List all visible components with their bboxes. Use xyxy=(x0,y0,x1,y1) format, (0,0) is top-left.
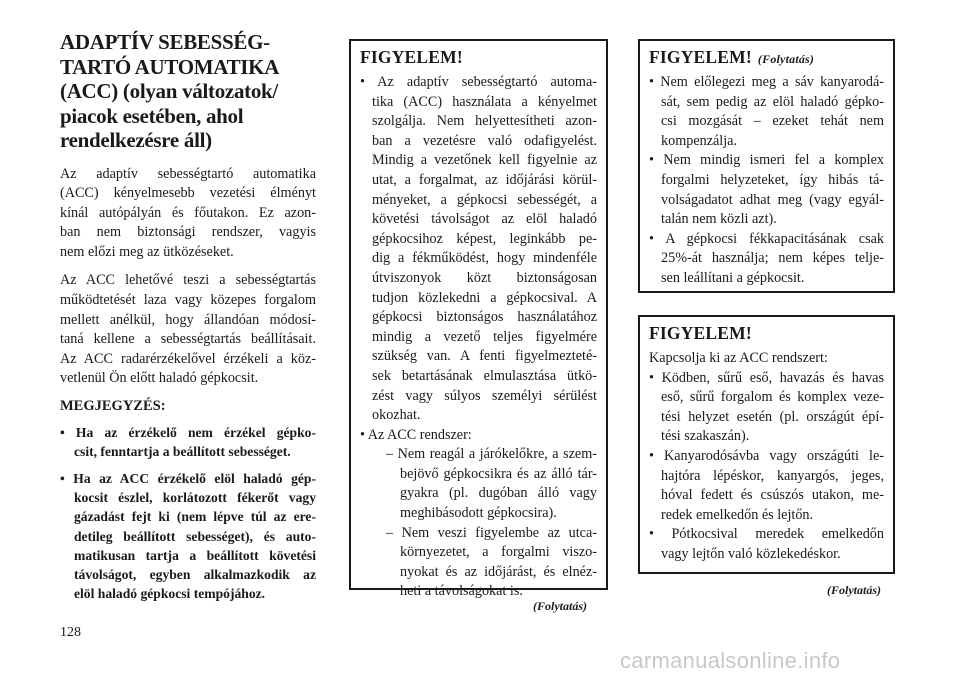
text-line: (ACC) kényelmesebb vezetési élményt xyxy=(60,185,316,202)
watermark: carmanualsonline.info xyxy=(620,648,841,673)
note-heading: MEGJEGYZÉS: xyxy=(60,398,166,415)
text-line: 25%-át használja; nem képes telje- xyxy=(661,250,884,267)
page-number: 128 xyxy=(60,625,81,640)
text-line: heti a távolságokat is. xyxy=(400,583,523,600)
text-line: gázadást fejt ki (nem lépve túl az ere- xyxy=(74,509,316,525)
text-line: nyokat és az időjárást, és elnéz- xyxy=(400,563,597,580)
warning-box-1 xyxy=(349,39,608,600)
text-line: ban nem biztonsági rendszer, vagyis xyxy=(60,224,316,241)
text-line: matikusan tartja a beállított követési xyxy=(74,547,316,563)
text-line: tési helyzet esetén (pl. országút épí- xyxy=(661,408,884,425)
intro-paragraph xyxy=(60,165,316,263)
title-line: piacok esetében, ahol xyxy=(60,103,244,128)
continued-label: (Folytatás) xyxy=(827,583,881,597)
text-line: hajtóra lépéskor, kanyargós, jeges, xyxy=(661,467,884,484)
text-line: meghibásodott gépkocsira). xyxy=(400,505,557,522)
text-line: kocsit észlel, korlátozott fékerőt vagy xyxy=(74,489,316,505)
text-line: útviszonyok közt biztonságosan xyxy=(372,269,597,286)
text-line: • Nem előlegezi meg a sáv kanyarodá- xyxy=(649,74,884,90)
text-line: mellett anélkül, hogy állandóan módosí- xyxy=(60,311,316,328)
title-line: TARTÓ AUTOMATIKA xyxy=(60,54,280,79)
text-line: eső, sűrű forgalom és komplex veze- xyxy=(661,389,884,406)
warning-text xyxy=(360,73,597,602)
warning-text xyxy=(649,349,884,565)
text-line: Az adaptív sebességtartó automatika xyxy=(60,165,316,182)
warning-heading-text: FIGYELEM! xyxy=(649,323,752,343)
text-line: szükség van. A fenti figyelmezteté- xyxy=(372,348,597,365)
note-item xyxy=(60,423,316,462)
warning-intro: Kapcsolja ki az ACC rendszert: xyxy=(649,350,828,366)
text-line: gépkocsi biztonságos használatához xyxy=(372,309,597,326)
text-line: detileg beállított sebességet), és auto- xyxy=(74,528,316,544)
text-line: redek emelkedőn és lejtőn. xyxy=(661,506,814,523)
text-line: • A gépkocsi fékkapacitásának csak xyxy=(649,230,884,247)
text-line: Az ACC radarérzékelővel érzékeli a köz- xyxy=(60,350,316,367)
text-line: – Nem reagál a járókelőkre, a szem- xyxy=(386,446,597,463)
text-line: csit, fenntartja a beállított sebességet. xyxy=(74,444,291,460)
text-line: ban a vezetésre való odafigyelést. xyxy=(372,132,597,149)
warning-heading xyxy=(649,323,884,344)
text-line: tudjon közlekedni a gépkocsival. A xyxy=(372,289,597,306)
text-line: dig a fékműködést, hogy mindenféle xyxy=(372,250,597,267)
text-line: nem előzi meg az ütközéseket. xyxy=(60,243,234,260)
warning-heading-text: FIGYELEM! xyxy=(649,47,752,67)
text-line: elöl haladó gépkocsi tempójához. xyxy=(74,586,266,602)
text-line: • Pótkocsival meredek emelkedőn xyxy=(649,526,884,543)
text-line: tika (ACC) használata a kényelmet xyxy=(372,93,597,110)
text-line: • Az adaptív sebességtartó automa- xyxy=(360,74,597,90)
text-line: • Nem mindig ismeri fel a komplex xyxy=(649,152,884,169)
text-line: környezetet, a forgalmi viszo- xyxy=(400,544,597,561)
title-line: ADAPTÍV SEBESSÉG- xyxy=(60,30,270,54)
text-line: mindig a vezető teljes figyelmére xyxy=(372,328,597,345)
text-line: utat, a forgalmat, az időjárási körül- xyxy=(372,171,597,188)
text-line: gépkocsihoz képest, leginkább pe- xyxy=(372,230,597,247)
warning-box-3 xyxy=(638,315,895,574)
text-line: forgalmi helyzeteket, így hibás tá- xyxy=(661,171,884,188)
note-item xyxy=(60,469,316,604)
title-line: (ACC) (olyan változatok/ xyxy=(60,79,278,103)
text-line: gyakra (pl. dugóban álló vagy xyxy=(400,485,597,502)
text-line: sek betartásának elmulasztása ütkö- xyxy=(372,367,597,384)
text-line: szolgálja. Nem helyettesítheti azon- xyxy=(372,113,597,130)
text-line: • Ködben, sűrű eső, havazás és havas xyxy=(649,369,884,386)
text-line: taná kellene a sebességtartás beállításait. xyxy=(60,331,316,348)
text-line: talán nem közli azt). xyxy=(661,211,777,228)
text-line: Mindig a vezetőnek kell figyelnie az xyxy=(372,152,597,169)
warning-box-2 xyxy=(638,39,895,293)
section-title xyxy=(60,30,316,153)
left-column xyxy=(60,30,316,611)
text-line: bejövő gépkocsikra és az álló tár- xyxy=(400,465,597,482)
acc-paragraph xyxy=(60,271,316,389)
text-line: • Ha az ACC érzékelő elöl haladó gép- xyxy=(60,470,316,486)
warning-text xyxy=(649,73,884,289)
text-line: hóval fedett és csúszós utakon, me- xyxy=(661,487,884,504)
text-line: kínál autópályán és főutakon. Ez azon- xyxy=(60,204,316,221)
text-line: sát, sem pedig az elöl haladó gépko- xyxy=(661,93,884,110)
continued-label: (Folytatás) xyxy=(533,599,587,613)
warning-heading xyxy=(360,47,597,68)
text-line: volságadatot adhat meg (vagy egyál- xyxy=(661,191,884,208)
text-line: vetlenül Ön előtt haladó gépkocsit. xyxy=(60,370,259,387)
title-line: rendelkezésre áll) xyxy=(60,128,212,152)
text-line: ményeket, a gépkocsi sebességét, a xyxy=(372,191,597,208)
text-line: zést vagy súlyos személyi sérülést xyxy=(372,387,597,404)
text-line: működtetését laza vagy közepes forgalom xyxy=(60,292,316,309)
warning-heading xyxy=(649,47,884,68)
text-line: – Nem veszi figyelembe az utca- xyxy=(386,524,597,541)
text-line: • Ha az érzékelő nem érzékel gépko- xyxy=(60,425,316,441)
text-line: sen leállítani a gépkocsit. xyxy=(661,269,805,286)
text-line: kompenzálja. xyxy=(661,132,738,149)
text-line: vagy lejtőn való közlekedéskor. xyxy=(661,545,841,562)
continued-label: (Folytatás) xyxy=(757,52,815,66)
text-line: csi mozgását – ezeket tehát nem xyxy=(661,113,884,130)
text-line: • Kanyarodósávba vagy országúti le- xyxy=(649,447,884,464)
text-line: távolságot, egyben alkalmazkodik az xyxy=(74,567,316,583)
text-line: Az ACC lehetővé teszi a sebességtartás xyxy=(60,272,316,289)
text-line: tési szakaszán). xyxy=(661,428,750,445)
text-line: követési távolságot az elöl haladó xyxy=(372,211,597,228)
warning-heading-text: FIGYELEM! xyxy=(360,47,463,67)
text-line: okozhat. xyxy=(372,407,421,424)
text-line: • Az ACC rendszer: xyxy=(360,426,472,443)
note-list xyxy=(60,423,316,604)
